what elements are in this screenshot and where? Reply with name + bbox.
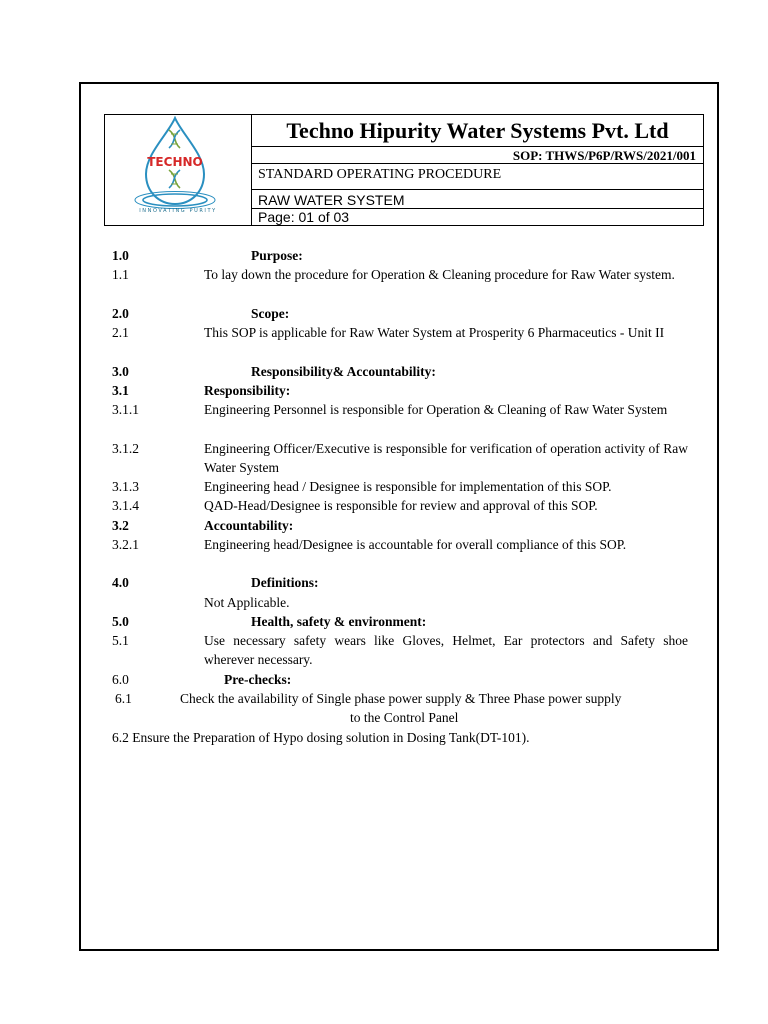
clause-text: To lay down the procedure for Operation & Cleaning procedure for Raw Water system. bbox=[204, 267, 675, 282]
section-heading: Responsibility& Accountability: bbox=[251, 364, 436, 379]
subsection-heading: Accountability: bbox=[204, 518, 294, 533]
document-type: STANDARD OPERATING PROCEDURE bbox=[251, 163, 704, 190]
clause-number: 2.1 bbox=[112, 325, 129, 340]
section-heading: Pre-checks: bbox=[224, 672, 292, 687]
clause-text: Engineering head/Designee is accountable for overall compliance of this SOP. bbox=[204, 537, 627, 552]
clause-text-continued: to the Control Panel bbox=[350, 710, 459, 725]
section-heading: Definitions: bbox=[251, 575, 319, 590]
clause-text: QAD-Head/Designee is responsible for review and approval of this SOP. bbox=[204, 498, 598, 513]
clause-number: 3.2.1 bbox=[112, 537, 139, 552]
subsection-heading: Responsibility: bbox=[204, 383, 291, 398]
clause-number: 6.1 bbox=[115, 691, 132, 706]
clause-text: Not Applicable. bbox=[204, 595, 290, 610]
section-heading: Health, safety & environment: bbox=[251, 614, 427, 629]
section-number: 4.0 bbox=[112, 575, 129, 590]
section-number: 5.0 bbox=[112, 614, 129, 629]
clause-number: 5.1 bbox=[112, 633, 129, 648]
clause-text: Engineering Officer/Executive is responsible for verification of operation activity of Raw Water System bbox=[204, 441, 688, 476]
clause-text: Use necessary safety wears like Gloves, Helmet, Ear protectors and Safety shoe wherever necessary. bbox=[204, 633, 688, 668]
clause-text: Engineering Personnel is responsible for Operation & Cleaning of Raw Water System bbox=[204, 402, 668, 417]
system-name: RAW WATER SYSTEM bbox=[251, 189, 704, 209]
sop-number: SOP: THWS/P6P/RWS/2021/001 bbox=[251, 146, 704, 164]
subsection-number: 3.2 bbox=[112, 518, 129, 533]
page-number: Page: 01 of 03 bbox=[251, 208, 704, 226]
section-number: 6.0 bbox=[112, 672, 129, 687]
clause-number: 1.1 bbox=[112, 267, 129, 282]
section-number: 3.0 bbox=[112, 364, 129, 379]
logo-wordmark: TECHNO bbox=[147, 155, 203, 169]
clause-number: 3.1.1 bbox=[112, 402, 139, 417]
section-heading: Scope: bbox=[251, 306, 290, 321]
section-number: 1.0 bbox=[112, 248, 129, 263]
clause-number: 3.1.4 bbox=[112, 498, 139, 513]
section-heading: Purpose: bbox=[251, 248, 303, 263]
clause-number: 3.1.3 bbox=[112, 479, 139, 494]
clause-number: 3.1.2 bbox=[112, 441, 139, 456]
clause-text: Check the availability of Single phase power supply & Three Phase power supply bbox=[180, 691, 622, 706]
section-number: 2.0 bbox=[112, 306, 129, 321]
clause-text: 6.2 Ensure the Preparation of Hypo dosing solution in Dosing Tank(DT-101). bbox=[112, 730, 530, 745]
company-logo bbox=[128, 116, 222, 220]
header-info bbox=[251, 114, 704, 226]
clause-text: Engineering head / Designee is responsible for implementation of this SOP. bbox=[204, 479, 612, 494]
company-name: Techno Hipurity Water Systems Pvt. Ltd bbox=[251, 114, 704, 147]
logo-tagline: INNOVATING PURITY bbox=[139, 208, 217, 214]
subsection-number: 3.1 bbox=[112, 383, 129, 398]
clause-text: This SOP is applicable for Raw Water System at Prosperity 6 Pharmaceutics - Unit II bbox=[204, 325, 665, 340]
